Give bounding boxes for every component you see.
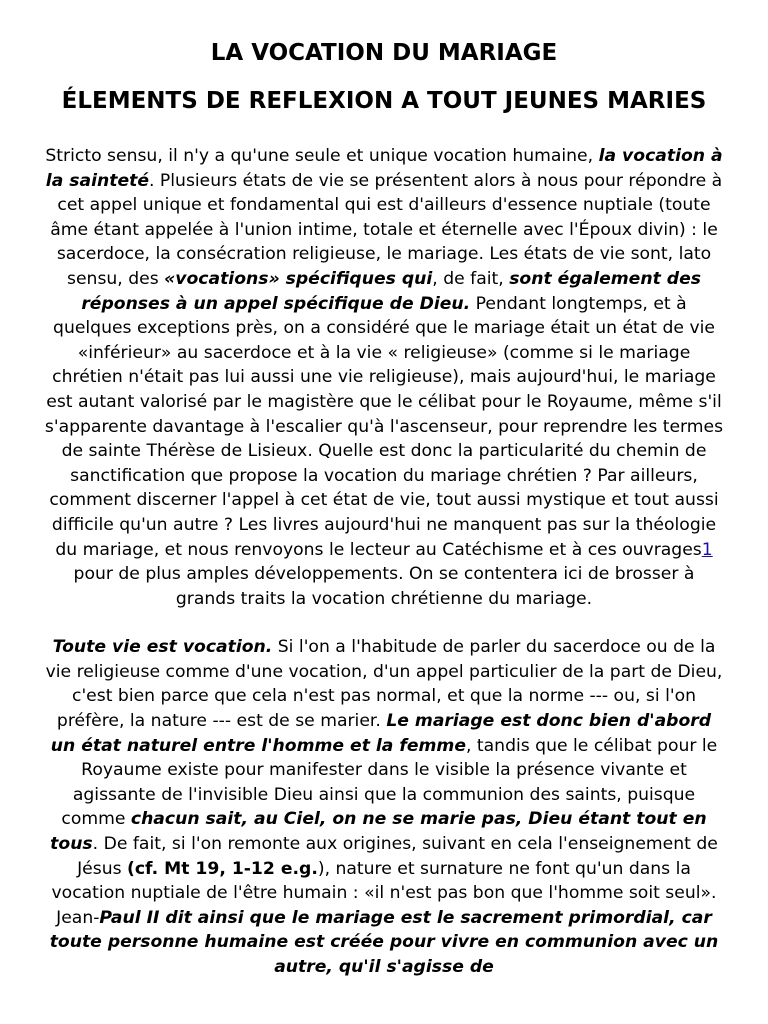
text-run: Pendant longtemps, et à quelques exceptions près, on a considéré que le mariage était un état de vie «inférieur» au sacerdoce et à la vie « religieuse» (comme si le mariage chrétien n'était pas lui aussi une vie religieuse), mais aujourd'hui, le mariage est autant valorisé par le magistère que le célibat pour le Royaume, même s'il s'apparente davantage à l'escalier qu'à l'ascenseur, pour reprendre les termes de sainte Thérèse de Lisieux. Quelle est donc la particularité du chemin de sanctification que propose la vocation du mariage chrétien ? Par ailleurs, comment discerner l'appel à cet état de vie, tout aussi mystique et tout aussi difficile qu'un autre ? Les livres aujourd'hui ne manquent pas sur la théologie du mariage, et nous renvoyons le lecteur au Catéchisme et à ces ouvrages (44, 293, 724, 560)
paragraph-intro (44, 144, 724, 611)
document-subtitle: ÉLEMENTS DE REFLEXION A TOUT JEUNES MARIES (61, 88, 707, 114)
document-title: LA VOCATION DU MARIAGE (210, 40, 558, 66)
footnote-link[interactable]: 1 (701, 539, 713, 560)
emphasis-run: (cf. Mt 19, 1-12 e.g. (127, 858, 318, 879)
emphasis-run: sont également des réponses à un appel spécifique de Dieu. (81, 268, 701, 314)
text-run: ), nature et surnature ne font qu'un dans la vocation nuptiale de l'être humain : «il n'est pas bon que l'homme soit seul». Jean- (51, 858, 717, 928)
text-run: . De fait, si l'on remonte aux origines, suivant en cela l'enseignement de Jésus (77, 834, 718, 879)
emphasis-run: Toute vie est vocation. (52, 637, 273, 658)
text-run: pour de plus amples développements. On se contentera ici de brosser à grands traits la vocation chrétienne du mariage. (73, 564, 695, 609)
text-run: Si l'on a l'habitude de parler du sacerdoce ou de la vie religieuse comme d'une vocation, d'un appel particulier de la part de Dieu, c'est bien parce que cela n'est pas normal, et que la norme --- ou, si l'on préfère, la nature --- est de se marier. (45, 637, 723, 732)
emphasis-run: Paul II dit ainsi que le mariage est le sacrement primordial, car toute personne humaine est créée pour vivre en communion avec un autre, qu'il s'agisse de (49, 907, 719, 977)
emphasis-run: «vocations» spécifiques qui (164, 268, 433, 289)
paragraph-vocation (44, 635, 724, 979)
emphasis-run: la vocation à la sainteté (45, 146, 723, 191)
text-run: , tandis que le célibat pour le Royaume existe pour manifester dans le visible la présence vivante et agissante de l'invisible Dieu ainsi que la communion des saints, puisque comme (61, 735, 718, 830)
text-run: . Plusieurs états de vie se présentent alors à nous pour répondre à cet appel unique et fondamental qui est d'ailleurs d'essence nuptiale (toute âme étant appelée à l'union intime, totale et éternelle avec l'Époux divin) : le sacerdoce, la consécration religieuse, le mariage. Les états de vie sont, lato sensu, des (50, 170, 723, 289)
text-run: Stricto sensu, il n'y a qu'une seule et unique vocation humaine, (45, 146, 599, 166)
text-run: , de fait, (432, 268, 510, 289)
emphasis-run: chacun sait, au Ciel, on ne se marie pas, Dieu étant tout en tous (50, 809, 707, 855)
emphasis-run: Le mariage est donc bien d'abord un état naturel entre l'homme et la femme (50, 711, 712, 756)
